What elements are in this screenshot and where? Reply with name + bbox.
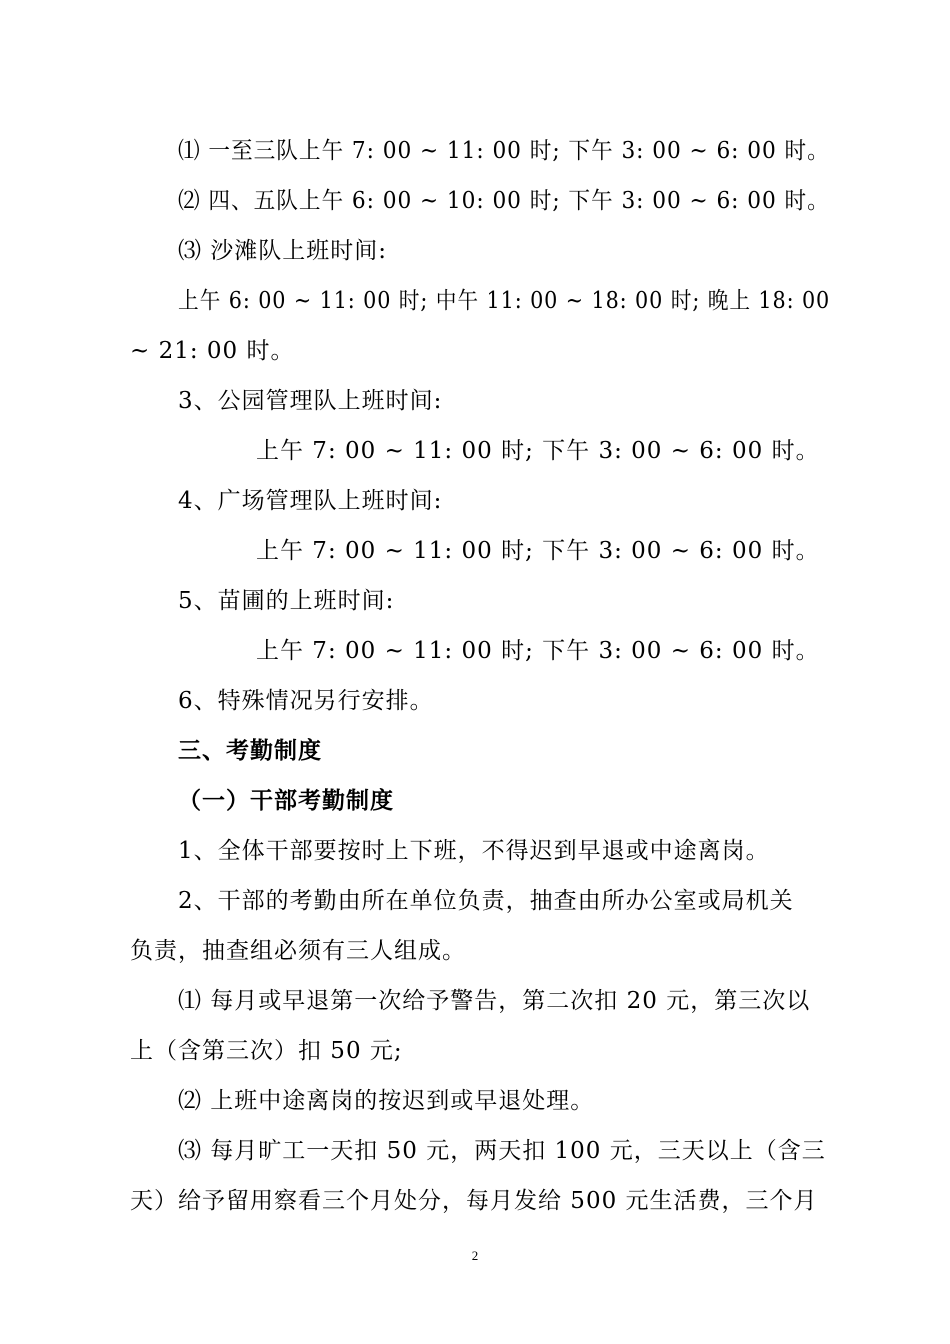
text-line: 天）给予留用察看三个月处分，每月发给 500 元生活费，三个月 xyxy=(130,1188,818,1214)
text-line: 上（含第三次）扣 50 元; xyxy=(130,1038,403,1064)
text-line: 4、广场管理队上班时间: xyxy=(178,488,443,514)
text-line: 上午 6: 00 ~ 11: 00 时; 中午 11: 00 ~ 18: 00 时; 晚上 18: 00 xyxy=(178,288,831,314)
text-line: ~ 21: 00 时。 xyxy=(130,338,295,364)
text-line: 3、公园管理队上班时间: xyxy=(178,388,443,414)
text-line: ⑴ 每月或早退第一次给予警告，第二次扣 20 元，第三次以 xyxy=(178,988,811,1014)
text-line: 负责，抽查组必须有三人组成。 xyxy=(130,938,466,964)
subsection-heading: （一）干部考勤制度 xyxy=(178,788,394,814)
text-line: 1、全体干部要按时上下班，不得迟到早退或中途离岗。 xyxy=(178,838,770,864)
text-line: 5、苗圃的上班时间: xyxy=(178,588,395,614)
text-line: ⑵ 上班中途离岗的按迟到或早退处理。 xyxy=(178,1088,595,1114)
text-line: ⑶ 沙滩队上班时间: xyxy=(178,238,388,264)
text-line: ⑵ 四、五队上午 6: 00 ~ 10: 00 时; 下午 3: 00 ~ 6: 00 时。 xyxy=(178,188,830,214)
text-line: ⑶ 每月旷工一天扣 50 元，两天扣 100 元，三天以上（含三 xyxy=(178,1138,826,1164)
text-line: ⑴ 一至三队上午 7: 00 ~ 11: 00 时; 下午 3: 00 ~ 6: 00 时。 xyxy=(178,138,830,164)
text-line: 上午 7: 00 ~ 11: 00 时; 下午 3: 00 ~ 6: 00 时。 xyxy=(256,638,820,664)
text-line: 2、干部的考勤由所在单位负责，抽查由所办公室或局机关 xyxy=(178,888,794,914)
text-line: 上午 7: 00 ~ 11: 00 时; 下午 3: 00 ~ 6: 00 时。 xyxy=(256,438,820,464)
page-number: 2 xyxy=(471,1248,479,1263)
text-line: 上午 7: 00 ~ 11: 00 时; 下午 3: 00 ~ 6: 00 时。 xyxy=(256,538,820,564)
text-line: 6、特殊情况另行安排。 xyxy=(178,688,434,714)
section-heading: 三、考勤制度 xyxy=(178,738,322,764)
